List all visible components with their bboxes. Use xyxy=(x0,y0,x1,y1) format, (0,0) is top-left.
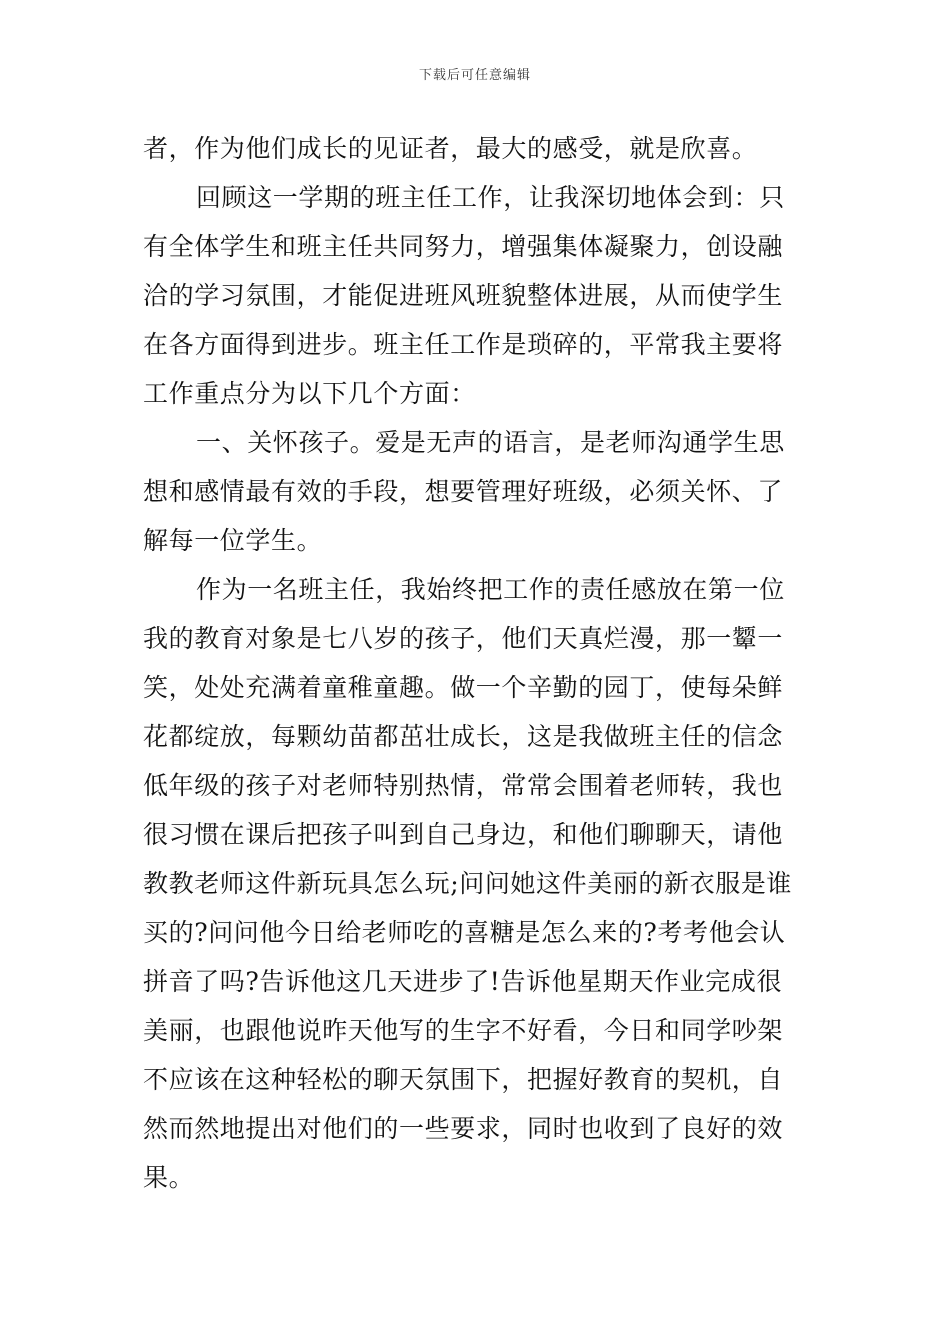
text-line: 洽的学习氛围，才能促进班风班貌整体进展，从而使学生 xyxy=(143,281,784,310)
text-line: 想和感情最有效的手段，想要管理好班级，必须关怀、了 xyxy=(143,477,784,506)
text-line: 一、关怀孩子。爱是无声的语言，是老师沟通学生思 xyxy=(196,428,785,457)
text-line: 工作重点分为以下几个方面： xyxy=(143,379,476,408)
body-text xyxy=(143,124,808,1202)
text-line: 者，作为他们成长的见证者，最大的感受，就是欣喜。 xyxy=(143,134,758,163)
text-line: 很习惯在课后把孩子叫到自己身边，和他们聊聊天，请他 xyxy=(143,820,784,849)
text-line: 有全体学生和班主任共同努力，增强集体凝聚力，创设融 xyxy=(143,232,784,261)
text-line: 在各方面得到进步。班主任工作是琐碎的，平常我主要将 xyxy=(143,330,784,359)
text-line: 美丽，也跟他说昨天他写的生字不好看，今日和同学吵架 xyxy=(143,1016,784,1045)
text-line: 解每一位学生。 xyxy=(143,526,323,555)
text-line: 拼音了吗?告诉他这几天进步了!告诉他星期天作业完成很 xyxy=(143,967,783,996)
text-line: 回顾这一学期的班主任工作，让我深切地体会到：只 xyxy=(196,183,785,212)
text-line: 我的教育对象是七八岁的孩子，他们天真烂漫，那一颦一 xyxy=(143,624,784,653)
text-line: 花都绽放，每颗幼苗都茁壮成长，这是我做班主任的信念 xyxy=(143,722,784,751)
text-line: 买的?问问他今日给老师吃的喜糖是怎么来的?考考他会认 xyxy=(143,918,786,947)
text-line: 笑，处处充满着童稚童趣。做一个辛勤的园丁，使每朵鲜 xyxy=(143,673,784,702)
header-note: 下载后可任意编辑 xyxy=(418,68,531,83)
text-line: 低年级的孩子对老师特别热情，常常会围着老师转，我也 xyxy=(143,771,784,800)
text-line: 作为一名班主任，我始终把工作的责任感放在第一位 xyxy=(196,575,785,604)
text-line: 然而然地提出对他们的一些要求，同时也收到了良好的效 xyxy=(143,1114,784,1143)
text-line: 教教老师这件新玩具怎么玩;问问她这件美丽的新衣服是谁 xyxy=(143,869,793,898)
text-line: 果。 xyxy=(143,1163,195,1192)
text-line: 不应该在这种轻松的聊天氛围下，把握好教育的契机，自 xyxy=(143,1065,784,1094)
